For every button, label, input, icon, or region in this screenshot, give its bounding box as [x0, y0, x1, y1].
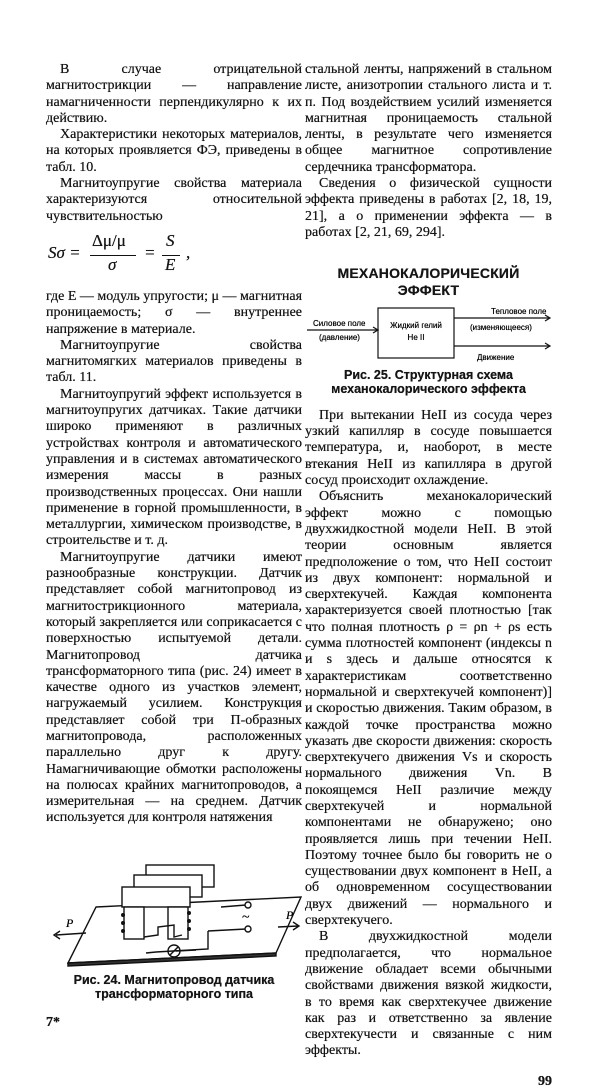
paragraph: При вытекании HeII из сосуда через узкий капилляр в сосуде повышается температура, и, наоборот, в месте втекания HeII из капилляра в другой сосуд происходит охлаждение.: [305, 407, 552, 489]
box-label-sub: He II: [407, 332, 425, 342]
formula-denominator: σ: [108, 254, 117, 274]
input-label-sub: (давление): [319, 332, 360, 342]
force-label-left: P: [66, 915, 74, 930]
formula-numerator: Δμ/μ: [92, 230, 126, 250]
paragraph: Магнитоупругие датчики имеют разнообразные конструкции. Датчик представляет собой магнитопровод из магнитострикционного материала, который закрепляется или соприкасается с поверхностью испытуемой детали. Магнитопровод датчика трансформаторного типа (рис. 24) имеет в качестве одного из участков элемент, нагружаемый усилием. Конструкция представляет собой три П-образных магнитопровода, расположенных параллельно друг к другу. Намагничивающие обмотки расположены на полюсах крайних магнитопроводов, а измерительная — на среднем. Датчик используется для контроля натяжения: [46, 549, 302, 826]
formula-equals: =: [144, 242, 156, 262]
sensitivity-formula: [46, 231, 302, 281]
page-number: 99: [538, 1073, 552, 1089]
output-label: Тепловое поле: [491, 306, 547, 316]
figure-24-transformer-sensor: [46, 857, 302, 969]
paragraph: Сведения о физической сущности эффекта приведены в работах [2, 18, 19, 21], а о применении эффекта — в работах [2, 21, 69, 294].: [305, 176, 552, 240]
input-label: Силовое поле: [313, 318, 366, 328]
paragraph: Характеристики некоторых материалов, на которых проявляется ФЭ, приведены в табл. 10.: [46, 127, 302, 175]
output-label: Движение: [477, 352, 515, 362]
paragraph: Магнитоупругие свойства материала характеризуются относительной чувствительностью: [46, 176, 302, 224]
paragraph: Магнитоупругий эффект используется в магнитоупругих датчиках. Такие датчики широко применяют в различных устройствах контроля и автоматического управления и в системах автоматического измерения массы в разных производственных процессах. Они нашли применение в горной промышленности, в металлургии, химическом производстве, в строительстве и т. д.: [46, 386, 302, 549]
paragraph: В случае отрицательной магнитострикции — направление намагниченности перпендикулярно к их действию.: [46, 62, 302, 126]
section-heading: МЕХАНОКАЛОРИЧЕСКИЙ ЭФФЕКТ: [337, 265, 520, 298]
paragraph: где E — модуль упругости; μ — магнитная проницаемость; σ — внутреннее напряжение в материале.: [46, 288, 303, 337]
left-column: [46, 62, 302, 1031]
paragraph: Объяснить механокалорический эффект можно с помощью двухжидкостной модели HeII. В этой теории основным является предположение о том, что HeII состоит из двух компонент: нормальной и сверхтекучей. Каждая компонента характеризуется своей плотностью [так что полная плотность ρ = ρn + ρs есть сумма плотностей компонент (индексы n и s здесь и дальше относятся к характеристикам соответственно нормальной и сверхтекучей компонент)] и скоростью движения. Таким образом, в каждой точке пространства можно указать две скорости движения: скорость сверхтекучего движения Vs и скорость нормального движения Vn. В покоящемся HeII различие между сверхтекучей и нормальной компонентами не обнаружено; оно проявляется лишь при течении HeII. Поэтому точнее было бы говорить не о существовании двух компонент в HeII, а об одновременном сосуществовании двух движений — нормального и сверхтекучего.: [305, 489, 552, 929]
figure-25-caption: Рис. 25. Структурная схема механокалорического эффекта: [331, 367, 526, 396]
paragraph: стальной ленты, напряжений в стальном листе, анизотропии стального листа и т. п. Под воздействием усилий изменяется магнитная проницаемость стальной ленты, в результате чего изменяется общее магнитное сопротивление сердечника трансформатора.: [305, 62, 552, 175]
figure-25-block-diagram: [305, 306, 552, 364]
formula-denominator: E: [165, 254, 176, 274]
right-column: [305, 62, 552, 1090]
formula-comma: ,: [186, 242, 191, 262]
signature-mark: 7*: [46, 1014, 60, 1030]
ac-source-symbol: ~: [242, 909, 250, 925]
formula-lhs: Sσ =: [48, 242, 81, 262]
paragraph: В двухжидкостной модели предполагается, что нормальное движение обладает всеми обычными свойствами движения вязкой жидкости, в то время как сверхтекучее движение как раз и ответственно за явление сверхтекучести и связанные с ним эффекты.: [305, 929, 552, 1059]
formula-numerator: S: [166, 230, 175, 250]
figure-24-caption: Рис. 24. Магнитопровод датчика трансформаторного типа: [73, 972, 275, 1001]
paragraph: Магнитоупругие свойства магнитомягких материалов приведены в табл. 11.: [46, 337, 302, 386]
output-label-sub: (изменяющееся): [470, 322, 532, 332]
force-label-right: P: [286, 907, 294, 922]
box-label: Жидкий гелий: [390, 320, 442, 330]
